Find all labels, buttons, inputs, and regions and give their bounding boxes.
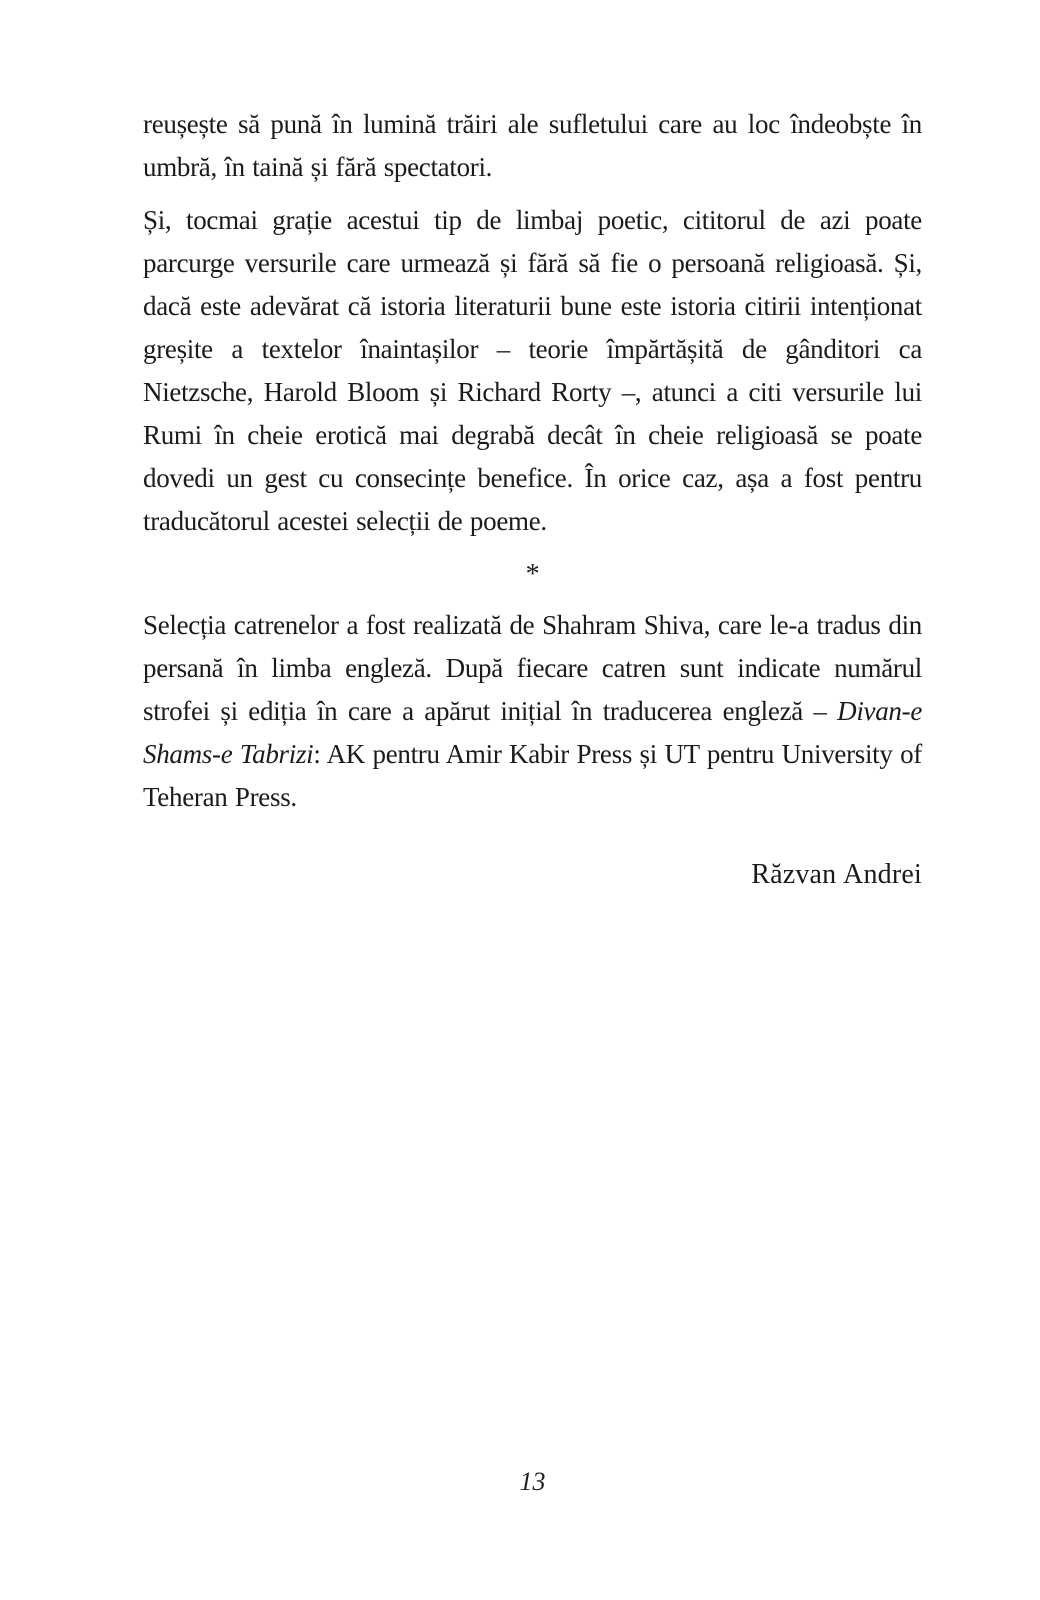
translator-signature xyxy=(143,853,922,896)
text-segment: : AK pentru Amir Kabir Press și UT pentru University of Teheran Press. xyxy=(143,739,922,812)
text-segment: Selecția catrenelor a fost realizată de Shahram Shiva, care le-a tradus din persană în limba engleză. După fiecare catren sunt indicate numărul strofei și ediția în care a apărut inițial în traducerea engleză – xyxy=(143,610,922,726)
asterisk-separator xyxy=(143,553,922,596)
text-segment: * xyxy=(525,559,540,590)
book-title-italic: Divan-e Shams-e Tabrizi xyxy=(143,696,922,769)
text-segment: Și, tocmai grație acestui tip de limbaj poetic, cititorul de azi poate parcurge versurile care urmează și fără să fie o persoană religioasă. Și, dacă este adevărat că istoria literaturii bune este istoria citirii intenționat greșite a textelor înaintașilor – teorie împărtășită de gânditori ca Nietzsche, Harold Bloom și Richard Rorty –, atunci a citi versurile lui Rumi în cheie erotică mai degrabă decât în cheie religioasă se poate dovedi un gest cu consecințe benefice. În orice caz, așa a fost pentru traducătorul acestei selecții de poeme. xyxy=(143,205,922,536)
text-segment: reușește să pună în lumină trăiri ale sufletului care au loc îndeobște în umbră, în taină și fără spectatori. xyxy=(143,109,922,182)
text-block xyxy=(143,103,922,906)
text-segment: Răzvan Andrei xyxy=(751,859,922,890)
body-paragraph xyxy=(143,604,922,819)
body-paragraph xyxy=(143,103,922,189)
body-paragraph xyxy=(143,199,922,543)
page-number: 13 xyxy=(519,1467,546,1496)
